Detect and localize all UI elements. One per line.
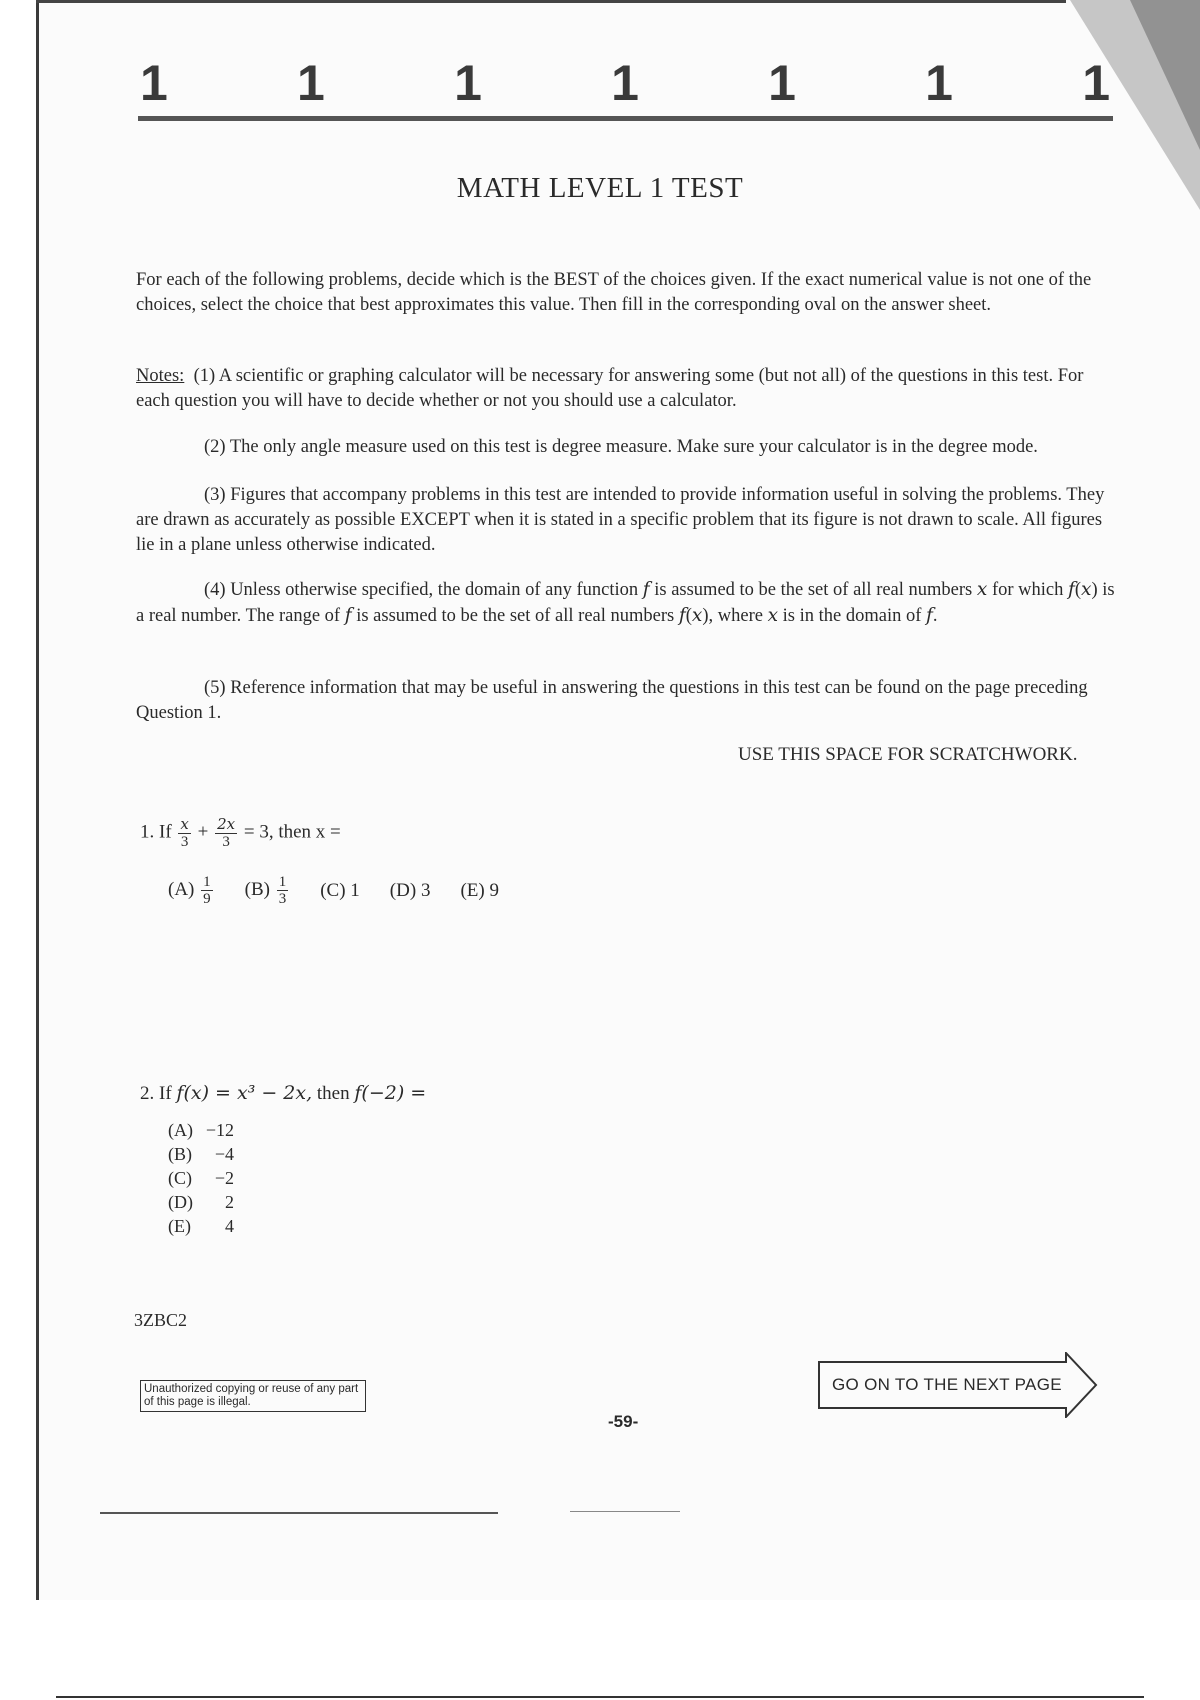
form-code: 3ZBC2 <box>134 1310 188 1330</box>
note-4-text-a: (4) Unless otherwise specified, the domain of any function <box>204 580 639 600</box>
legal-notice: Unauthorized copying or reuse of any part of this page is illegal. <box>140 1380 366 1412</box>
section-mark: 1 <box>768 55 796 111</box>
section-marker-row <box>140 54 1110 112</box>
section-mark: 1 <box>1082 55 1110 111</box>
next-page-label: GO ON TO THE NEXT PAGE <box>832 1375 1062 1394</box>
choice-a: (A) −12 <box>168 1120 234 1140</box>
footer-rule <box>56 1696 1144 1698</box>
question-1-stem <box>140 816 341 850</box>
choice-d: (D) 3 <box>389 879 431 901</box>
note-5: (5) Reference information that may be useful in answering the questions in this test can be found on the page preceding Question 1. <box>136 678 1088 723</box>
choice-e: (E) 9 <box>460 879 499 901</box>
choice-c: (C) 1 <box>320 879 360 901</box>
q1-tail: = 3, then x = <box>243 821 341 843</box>
q2-stem-c: then <box>316 1083 350 1104</box>
section-mark: 1 <box>925 55 953 111</box>
note-2: (2) The only angle measure used on this test is degree measure. Make sure your calculator is in the degree mode. <box>204 437 1038 457</box>
section-mark: 1 <box>454 55 482 111</box>
note-4-text-c: for which <box>991 580 1064 600</box>
note-4: (4) Unless otherwise specified, the domain of any function f is assumed to be the set of all real numbers x for which f(x) is a real number. The range of f is assumed to be the set of all real numbers f(x), where x is in the domain of f. <box>136 579 1115 626</box>
note-1 <box>136 364 1116 414</box>
instructions: For each of the following problems, decide which is the BEST of the choices given. If the exact numerical value is not one of the choices, select the choice that best approximates this value. Then fill in the corresponding oval on the answer sheet. <box>136 270 1092 315</box>
choice-d: (D) 2 <box>168 1192 234 1212</box>
note-4-text-b: is assumed to be the set of all real numbers <box>654 580 973 600</box>
q2-stem-a: If <box>159 1083 172 1104</box>
section-mark: 1 <box>297 55 325 111</box>
folded-corner-dark <box>1130 0 1200 150</box>
choice-b: (B) −4 <box>168 1144 234 1164</box>
section-mark: 1 <box>140 55 168 111</box>
q1-lead: If <box>159 821 172 843</box>
section-mark: 1 <box>611 55 639 111</box>
note-3: (3) Figures that accompany problems in this test are intended to provide information useful in solving the problems. They are drawn as accurately as possible EXCEPT when it is stated in a specific problem that its figure is not drawn to scale. All figures lie in a plane unless otherwise indicated. <box>136 485 1105 555</box>
q1-plus: + <box>197 821 209 843</box>
scratchwork-label: USE THIS SPACE FOR SCRATCHWORK. <box>738 744 1078 765</box>
choice-c: (C) −2 <box>168 1168 234 1188</box>
fraction: $\frac{x}{3}$ <box>180 815 189 850</box>
question-number: 2. <box>140 1083 155 1104</box>
q2-evaluate: f(−2) = <box>354 1082 427 1104</box>
fraction: $\frac{2x}{3}$ <box>217 815 236 850</box>
question-number: 1. <box>140 821 155 843</box>
scan-rule <box>100 1512 498 1514</box>
note-4-text-g: is in the domain of <box>782 606 922 626</box>
notes-label: Notes: <box>136 366 185 386</box>
question-2-choices <box>168 1118 234 1238</box>
scan-rule <box>570 1511 680 1512</box>
question-1-choices <box>168 874 499 907</box>
q2-function: f(x) = x³ − 2x, <box>176 1082 313 1104</box>
section-divider <box>138 116 1113 121</box>
note-4-text-f: , where <box>708 606 763 626</box>
choice-a: (A) $\frac{1}{9}$ <box>168 874 211 907</box>
note-4-text-e: is assumed to be the set of all real numbers <box>356 606 675 626</box>
scan-top-edge <box>36 0 1066 3</box>
note-1-text: (1) A scientific or graphing calculator will be necessary for answering some (but not all) of the questions in this test. For each question you will have to decide whether or not you should use a calculator. <box>136 366 1084 411</box>
note-4-text-d: is a real number. The range of <box>136 580 1115 626</box>
choice-b: (B) $\frac{1}{3}$ <box>244 874 287 907</box>
choice-e: (E) 4 <box>168 1216 234 1236</box>
question-2-stem <box>140 1082 426 1105</box>
page-title: MATH LEVEL 1 TEST <box>456 172 744 204</box>
page-number: -59- <box>608 1412 639 1431</box>
